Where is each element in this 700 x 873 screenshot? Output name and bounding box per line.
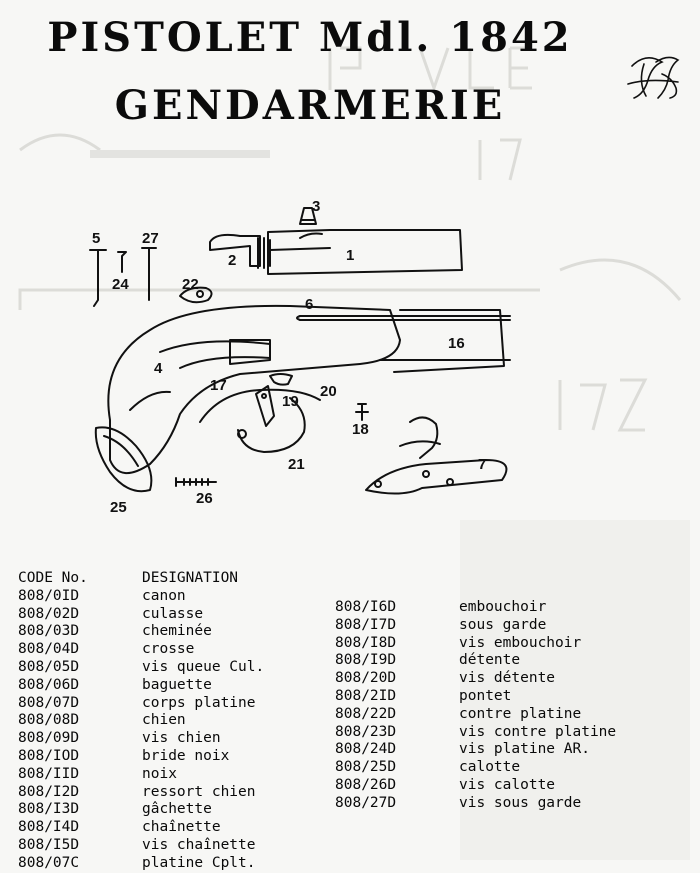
callout-27: 27 xyxy=(142,230,159,247)
callout-16: 16 xyxy=(448,335,465,352)
part-designation: vis platine AR. xyxy=(459,741,590,758)
callout-1: 1 xyxy=(346,247,355,264)
part-code: 808/I8D xyxy=(335,634,397,651)
callout-17: 17 xyxy=(210,377,227,394)
part-code: 808/IID xyxy=(18,765,80,782)
part-code: 808/20D xyxy=(335,670,397,687)
part-designation: cheminée xyxy=(142,623,212,640)
part-2-breech-plug xyxy=(210,235,270,268)
part-18-screw xyxy=(356,404,368,420)
part-code: 808/I2D xyxy=(18,783,80,800)
part-designation: gâchette xyxy=(142,801,212,818)
part-designation: vis embouchoir xyxy=(459,634,582,651)
part-designation: détente xyxy=(459,652,521,669)
part-code: 808/26D xyxy=(335,776,397,793)
exploded-parts-diagram xyxy=(0,190,700,530)
part-designation: chaînette xyxy=(142,819,221,836)
signature-monogram xyxy=(622,44,688,110)
page-title-line1: PISTOLET Mdl. 1842 xyxy=(47,14,573,61)
callout-24: 24 xyxy=(112,276,129,293)
part-code: 808/02D xyxy=(18,605,80,622)
part-designation: embouchoir xyxy=(459,599,547,615)
table-row xyxy=(18,606,328,624)
table-row xyxy=(18,837,328,855)
part-designation: crosse xyxy=(142,641,195,658)
part-code: 808/IOD xyxy=(18,747,80,764)
part-19-trigger xyxy=(256,386,274,426)
part-code: 808/04D xyxy=(18,641,80,658)
table-row xyxy=(18,748,328,766)
part-designation: vis détente xyxy=(459,670,556,687)
callout-5: 5 xyxy=(92,230,101,247)
part-code: 808/2ID xyxy=(335,687,397,704)
table-row xyxy=(18,712,328,730)
part-designation: baguette xyxy=(142,676,212,693)
table-row xyxy=(335,670,635,688)
table-row xyxy=(335,724,635,742)
part-code: 808/08D xyxy=(18,712,80,729)
part-5-screw xyxy=(90,250,106,306)
part-designation: vis contre platine xyxy=(459,723,617,740)
table-row xyxy=(335,652,635,670)
part-designation: bride noix xyxy=(142,747,230,764)
part-code: 808/07C xyxy=(18,854,80,871)
table-row xyxy=(18,623,328,641)
part-designation: vis chaînette xyxy=(142,836,256,853)
table-row xyxy=(335,688,635,706)
part-designation: calotte xyxy=(459,759,521,776)
table-row xyxy=(335,795,635,813)
part-code: 808/23D xyxy=(335,723,397,740)
part-designation: pontet xyxy=(459,687,512,704)
callout-18: 18 xyxy=(352,421,369,438)
table-row xyxy=(335,617,635,635)
part-code: 808/I6D xyxy=(335,599,397,615)
part-code: 808/27D xyxy=(335,794,397,811)
part-26-screw xyxy=(176,478,216,486)
part-code: 808/03D xyxy=(18,623,80,640)
part-designation: corps platine xyxy=(142,694,256,711)
part-designation: culasse xyxy=(142,605,204,622)
table-row xyxy=(18,641,328,659)
part-code: 808/22D xyxy=(335,705,397,722)
callout-20: 20 xyxy=(320,383,337,400)
table-row xyxy=(335,777,635,795)
table-row xyxy=(335,635,635,653)
part-designation: vis calotte xyxy=(459,776,556,793)
part-27-screw xyxy=(142,248,156,300)
callout-6: 6 xyxy=(305,296,314,313)
part-designation: sous garde xyxy=(459,616,547,633)
part-20-screw xyxy=(270,374,292,385)
part-code: 808/07D xyxy=(18,694,80,711)
part-code: 808/0ID xyxy=(18,587,80,604)
callout-19: 19 xyxy=(282,393,299,410)
part-code: 808/I9D xyxy=(335,652,397,669)
part-designation: canon xyxy=(142,587,186,604)
part-designation: vis chien xyxy=(142,730,221,747)
part-designation: noix xyxy=(142,765,177,782)
part-designation: contre platine xyxy=(459,705,582,722)
callout-4: 4 xyxy=(154,360,163,377)
callout-2: 2 xyxy=(228,252,237,269)
header-designation: DESIGNATION xyxy=(142,570,239,586)
header-code: CODE No. xyxy=(18,570,88,586)
page-title-line2: GENDARMERIE xyxy=(114,82,506,129)
callout-22: 22 xyxy=(182,276,199,293)
table-row xyxy=(335,759,635,777)
part-24-screw xyxy=(118,252,126,272)
table-row xyxy=(335,741,635,759)
table-row xyxy=(18,766,328,784)
part-code: 808/25D xyxy=(335,759,397,776)
part-designation: ressort chien xyxy=(142,783,256,800)
table-row xyxy=(18,855,328,873)
part-25-butt-cap xyxy=(96,427,152,491)
part-designation: chien xyxy=(142,712,186,729)
part-code: 808/I5D xyxy=(18,836,80,853)
table-row xyxy=(18,801,328,819)
part-code: 808/24D xyxy=(335,741,397,758)
part-1-barrel xyxy=(268,230,462,274)
callout-3: 3 xyxy=(312,198,321,215)
table-row xyxy=(18,695,328,713)
parts-table-left xyxy=(18,570,328,873)
callout-7: 7 xyxy=(478,456,487,473)
table-row xyxy=(18,677,328,695)
part-designation: vis sous garde xyxy=(459,794,582,811)
table-row xyxy=(335,706,635,724)
part-code: 808/I4D xyxy=(18,819,80,836)
table-row xyxy=(18,659,328,677)
callout-26: 26 xyxy=(196,490,213,507)
part-designation: platine Cplt. xyxy=(142,854,256,871)
table-row xyxy=(18,819,328,837)
part-code: 808/05D xyxy=(18,658,80,675)
part-designation: vis queue Cul. xyxy=(142,658,265,675)
callout-21: 21 xyxy=(288,456,305,473)
callout-25: 25 xyxy=(110,499,127,516)
part-code: 808/06D xyxy=(18,676,80,693)
table-row xyxy=(18,588,328,606)
table-row xyxy=(335,599,635,617)
part-6-ramrod xyxy=(297,316,510,320)
table-header xyxy=(18,570,328,588)
parts-table-right xyxy=(335,599,635,813)
part-code: 808/09D xyxy=(18,730,80,747)
part-code: 808/I7D xyxy=(335,616,397,633)
part-code: 808/I3D xyxy=(18,801,80,818)
table-row xyxy=(18,784,328,802)
table-row xyxy=(18,730,328,748)
